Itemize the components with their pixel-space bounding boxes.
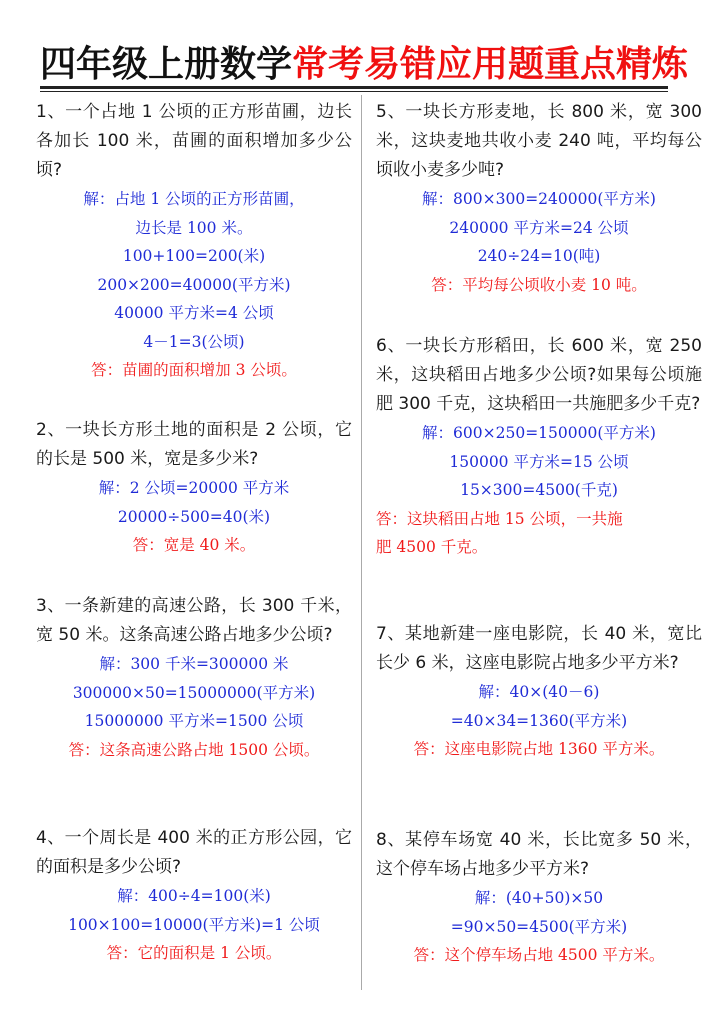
solution-line: 解：40×(40－6) [478,683,600,701]
solution-line: 15×300=4500(千克) [460,481,618,499]
answer-line: 答：苗圃的面积增加 3 公顷。 [91,361,297,379]
title-black-part: 四年级上册数学 [40,44,293,85]
solution-line: 15000000 平方米=1500 公顷 [84,712,304,730]
page-title [40,44,689,86]
answer-line: 答：宽是 40 米。 [132,536,256,554]
question-text: 7、某地新建一座电影院，长 40 米，宽比长少 6 米，这座电影院占地多少平方米? [376,624,702,673]
question-text: 4、一个周长是 400 米的正方形公园，它的面积是多少公顷? [36,828,352,877]
solution-line: 解：(40+50)×50 [474,889,604,907]
solution-line: 40000 平方米=4 公顷 [114,304,274,322]
problem-1 [36,98,352,385]
solution-line: 4－1=3(公顷) [143,332,245,351]
question-text: 2、一块长方形土地的面积是 2 公顷，它的长是 500 米，宽是多少米? [36,420,352,469]
answer-line: 答：这个停车场占地 4500 平方米。 [413,946,665,964]
solution-line: =40×34=1360(平方米) [450,711,628,730]
solution-line: 解：2 公顷=20000 平方米 [98,479,290,497]
question-text: 3、一条新建的高速公路，长 300 千米，宽 50 米。这条高速公路占地多少公顷? [36,596,352,645]
column-divider [361,95,362,990]
answer-line: 肥 4500 千克。 [376,538,488,556]
question-text: 8、某停车场宽 40 米，长比宽多 50 米，这个停车场占地多少平方米? [376,830,702,879]
title-red-part: 常考易错应用题重点精炼 [292,44,689,85]
solution-line: 300000×50=15000000(平方米) [72,683,316,702]
question-text: 6、一块长方形稻田，长 600 米，宽 250 米，这块稻田占地多少公顷?如果每公顷施肥 300 千克，这块稻田一共施肥多少千克? [376,336,702,414]
solution-line: 20000÷500=40(米) [117,507,271,526]
title-double-underline [40,86,668,92]
solution-line: 解：占地 1 公顷的正方形苗圃， [83,190,305,208]
answer-line: 答：它的面积是 1 公顷。 [106,944,282,962]
solution-line: =90×50=4500(平方米) [450,917,628,936]
answer-line: 答：这座电影院占地 1360 平方米。 [413,740,665,758]
solution-line: 240000 平方米=24 公顷 [449,218,629,237]
problem-6 [376,332,702,562]
solution-line: 100×100=10000(平方米)=1 公顷 [68,915,320,934]
solution-line: 150000 平方米=15 公顷 [449,452,629,471]
problem-2 [36,416,352,560]
problem-3 [36,592,352,764]
problem-7 [376,620,702,764]
solution-line: 边长是 100 米。 [135,218,253,237]
problem-4 [36,824,352,968]
solution-line: 240÷24=10(吨) [477,247,601,265]
solution-line: 100+100=200(米) [122,247,266,265]
answer-line: 答：平均每公顷收小麦 10 吨。 [431,275,647,294]
answer-line: 答：这块稻田占地 15 公顷，一共施 [376,509,623,528]
question-text: 1、一个占地 1 公顷的正方形苗圃，边长各加长 100 米，苗圃的面积增加多少公顷? [36,102,352,180]
problem-5 [376,98,702,299]
solution-line: 解：300 千米=300000 米 [99,655,289,673]
solution-line: 解：400÷4=100(米) [117,887,271,905]
solution-line: 解：600×250=150000(平方米) [422,424,656,442]
page-header [40,44,689,86]
question-text: 5、一块长方形麦地，长 800 米，宽 300 米，这块麦地共收小麦 240 吨，平均每公顷收小麦多少吨? [376,102,702,180]
solution-line: 解：800×300=240000(平方米) [422,190,656,208]
solution-line: 200×200=40000(平方米) [97,275,291,294]
answer-line: 答：这条高速公路占地 1500 公顷。 [68,740,320,759]
problem-8 [376,826,702,970]
